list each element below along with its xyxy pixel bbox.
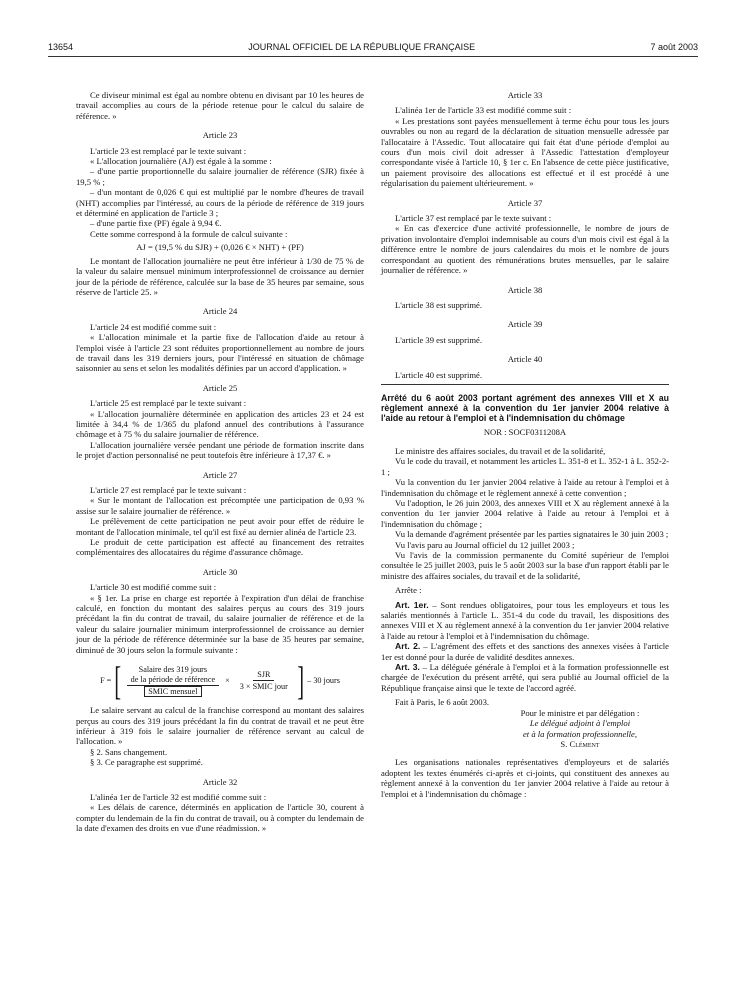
article-30-heading: Article 30 bbox=[202, 566, 238, 577]
article-38-heading: Article 38 bbox=[507, 284, 543, 295]
paragraph: Le salaire servant au calcul de la franchise correspond au montant des salaires perçus au cours des 319 jours précédant la fin du contrat de travail et ne peut être inférieur à 319 fois le salaire journalier de référence servant au calcul de l'allocation. » bbox=[76, 705, 364, 747]
article-23-heading: Article 23 bbox=[202, 130, 238, 141]
paragraph: « Les délais de carence, déterminés en application de l'article 30, courent à compter du lendemain de la fin du contrat de travail, ou à compter du lendemain de la date d'examen des droits en vue d'une réadmission. » bbox=[76, 802, 364, 834]
paragraph: « L'allocation minimale et la partie fixe de l'allocation d'aide au retour à l'emploi visée à l'article 23 sont réduites proportionnellement au nombre de jours de travail dans les 319 derniers jours, pour l'intéressé en situation de chômage saisonnier au sens et selon les modalités définies par un accord d'application. » bbox=[76, 332, 364, 374]
formula-sjr: SJR bbox=[253, 670, 274, 681]
paragraph: Les organisations nationales représentatives d'employeurs et de salariés adoptent les textes énumérés ci-après et ci-joints, qui constituent des annexes au règlement annexé à la convention du 1er janvier 2004 relative à l'aide au retour à l'emploi et à l'indemnisation du chômage : bbox=[381, 757, 669, 799]
article-1-text: – Sont rendues obligatoires, pour tous les employeurs et tous les salariés mentionnés à l'article L. 351-4 du code du travail, les dispositions des annexes VIII et X au règlement annexé à la convention du 1er janvier 2004 relative à l'aide au retour à l'emploi et à l'indemnisation du chômage. bbox=[381, 599, 669, 641]
aj-formula: AJ = (19,5 % du SJR) + (0,026 € × NHT) + (PF) bbox=[136, 242, 304, 253]
paragraph: L'alinéa 1er de l'article 33 est modifié comme suit : bbox=[395, 105, 572, 116]
list-item: – d'un montant de 0,026 € qui est multiplié par le nombre d'heures de travail (NHT) accomplies par l'intéressé, au cours de la période de référence de 319 jours et déterminé en application de l'article 3 ; bbox=[76, 187, 364, 219]
issue-date: 7 août 2003 bbox=[650, 42, 698, 52]
paragraph: L'article 23 est remplacé par le texte suivant : bbox=[90, 145, 247, 156]
intro-paragraph: Ce diviseur minimal est égal au nombre obtenu en divisant par 10 les heures de travail accomplies au cours de la période retenue pour le calcul du salaire de référence. » bbox=[76, 90, 364, 121]
article-3-label: Art. 3. bbox=[395, 662, 420, 673]
article-3-text: – La déléguée générale à l'emploi et à la formation professionnelle est chargée de l'exécution du présent arrêté, qui sera publié au Journal officiel de la République française ainsi que le texte de l'accord agréé. bbox=[381, 662, 670, 693]
formula-fraction-1 bbox=[127, 665, 220, 697]
paragraph: L'alinéa 1er de l'article 32 est modifié comme suit : bbox=[90, 791, 267, 802]
paragraph: § 2. Sans changement. bbox=[90, 746, 168, 757]
formula-denominator-2: 3 × SMIC jour bbox=[239, 682, 288, 692]
article-2-label: Art. 2. bbox=[395, 641, 421, 652]
nor-reference: NOR : SOCF0311208A bbox=[483, 426, 567, 437]
paragraph: L'article 37 est remplacé par le texte suivant : bbox=[395, 213, 552, 224]
article-37-heading: Article 37 bbox=[507, 197, 543, 208]
formula-lhs: F = bbox=[100, 675, 112, 685]
fait-line: Fait à Paris, le 6 août 2003. bbox=[395, 697, 490, 708]
article-1 bbox=[381, 600, 669, 642]
article-27-heading: Article 27 bbox=[202, 469, 238, 480]
article-3 bbox=[381, 662, 669, 693]
page-header bbox=[48, 42, 698, 52]
paragraph: Cette somme correspond à la formule de calcul suivante : bbox=[90, 228, 288, 239]
formula-numerator-line-2: de la période de référence bbox=[130, 675, 216, 685]
paragraph: « L'allocation journalière déterminée en application des articles 23 et 24 est limitée à 34,4 % de 1/365 du plafond annuel des contributions à l'assurance chômage et à 75 % du salaire journalier de référence. bbox=[76, 408, 364, 440]
paragraph: L'article 27 est remplacé par le texte suivant : bbox=[90, 485, 247, 495]
paragraph: Le produit de cette participation est affecté au financement des retraites complémentaires des allocataires du régime d'assurance chômage. bbox=[76, 537, 364, 558]
article-32-heading: Article 32 bbox=[202, 776, 238, 787]
right-column bbox=[381, 90, 669, 799]
journal-title: JOURNAL OFFICIEL DE LA RÉPUBLIQUE FRANÇAISE bbox=[248, 42, 476, 52]
paragraph: « Les prestations sont payées mensuellement à terme échu pour tous les jours ouvrables ou non au regard de la déclaration de situation mensuelle adressée par l'allocataire à l'Assedic. Tout allocataire qui fait état d'une période d'emploi au cours d'un mois civil doit adresser à l'Assedic l'attestation d'employeur correspondante visée à l'article 10, § 1er c. En l'absence de cette pièce justificative, un paiement provisoire des allocations est effectué et il est procédé à une régularisation du paiement ultérieurement. » bbox=[381, 115, 669, 189]
formula-denominator: SMIC mensuel bbox=[144, 686, 201, 697]
formula-times: × bbox=[225, 675, 230, 685]
article-2-text: – L'agrément des effets et des sanctions des annexes visées à l'article 1er est donné pour la durée de validité desdites annexes. bbox=[381, 641, 669, 662]
article-40-heading: Article 40 bbox=[507, 354, 543, 365]
paragraph: L'article 38 est supprimé. bbox=[395, 299, 482, 310]
paragraph: L'article 30 est modifié comme suit : bbox=[90, 582, 217, 593]
section-rule bbox=[381, 384, 669, 385]
header-rule bbox=[48, 56, 698, 57]
paragraph: L'article 40 est supprimé. bbox=[395, 369, 482, 380]
paragraph: « L'allocation journalière (AJ) est égale à la somme : bbox=[90, 156, 272, 167]
formula-fraction-2 bbox=[236, 670, 292, 692]
paragraph: « En cas d'exercice d'une activité professionnelle, le nombre de jours de privation involontaire d'emploi indemnisable au cours d'un mois civil est égal à la différence entre le nombre de jours calendaires du mois et le nombre de jours correspondant au quotient des rémunérations brutes mensuelles, par le salaire journalier de référence. » bbox=[381, 223, 669, 276]
article-2 bbox=[381, 641, 669, 662]
article-25-heading: Article 25 bbox=[202, 382, 238, 393]
bracket-open: [ bbox=[114, 658, 122, 704]
list-item: – d'une partie fixe (PF) égale à 9,94 €. bbox=[90, 218, 222, 229]
paragraph: L'article 39 est supprimé. bbox=[395, 334, 482, 345]
paragraph: Vu la convention du 1er janvier 2004 relative à l'aide au retour à l'emploi et à l'indemnisation du chômage et le règlement annexé à cette convention ; bbox=[381, 477, 669, 498]
franchise-formula bbox=[76, 658, 364, 704]
left-column bbox=[76, 90, 364, 834]
page-number: 13654 bbox=[48, 42, 74, 52]
paragraph: L'article 25 est remplacé par le texte suivant : bbox=[90, 398, 247, 409]
arrete-title: Arrêté du 6 août 2003 portant agrément des annexes VIII et X au règlement annexé à la convention du 1er janvier 2004 relative à l'aide au retour à l'emploi et à l'indemnisation du chômage bbox=[381, 392, 669, 424]
list-item: – d'une partie proportionnelle du salaire journalier de référence (SJR) fixée à 19,5 % ; bbox=[76, 166, 364, 187]
paragraph: Vu le code du travail, et notamment les articles L. 351-8 et L. 352-1 à L. 352-2-1 ; bbox=[381, 456, 669, 477]
signature-line-3: et à la formation professionnelle, bbox=[522, 728, 638, 739]
paragraph: Le ministre des affaires sociales, du travail et de la solidarité, bbox=[395, 445, 606, 456]
formula-numerator-line-1: Salaire des 319 jours bbox=[138, 665, 208, 675]
article-24-heading: Article 24 bbox=[202, 306, 238, 317]
signatory-name: S. Clément bbox=[560, 738, 600, 749]
article-1-label: Art. 1er. bbox=[395, 599, 429, 610]
paragraph: Le montant de l'allocation journalière ne peut être inférieur à 1/30 de 75 % de la valeur du salaire mensuel minimum interprofessionnel de croissance au dernier jour de la période de référence, calculée sur la base de 35 heures par semaine, sous réserve de l'article 25. » bbox=[76, 255, 364, 297]
signature-line-1: Pour le ministre et par délégation : bbox=[520, 707, 640, 718]
article-39-heading: Article 39 bbox=[507, 319, 543, 330]
article-33-heading: Article 33 bbox=[507, 90, 543, 100]
paragraph: L'allocation journalière versée pendant une période de formation inscrite dans le projet d'action personnalisé ne peut toutefois être inférieure à 17,37 €. » bbox=[76, 439, 364, 461]
paragraph: § 3. Ce paragraphe est supprimé. bbox=[90, 757, 203, 768]
paragraph: Le prélèvement de cette participation ne peut avoir pour effet de réduire le montant de l'allocation minimale, tel qu'il est fixé au dernier alinéa de l'article 23. bbox=[76, 516, 364, 537]
paragraph: « Sur le montant de l'allocation est précomptée une participation de 0,93 % assise sur le salaire journalier de référence. » bbox=[76, 495, 364, 516]
paragraph: « § 1er. La prise en charge est reportée à l'expiration d'un délai de franchise calculé, en fonction du montant des salaires perçus au cours des 319 jours précédant la fin du contrat de travail, du salaire journalier de référence et de la valeur du salaire journalier minimum interprofessionnel de croissance au dernier jour de la période de référence déterminée sur la base de 35 heures par semaine, diminué de 30 jours selon la formule suivante : bbox=[76, 592, 364, 655]
arrete-word: Arrête : bbox=[395, 585, 422, 596]
paragraph: Vu la demande d'agrément présentée par les parties signataires le 30 juin 2003 ; bbox=[395, 529, 669, 540]
paragraph: Vu l'adoption, le 26 juin 2003, des annexes VIII et X au règlement annexé à la convention du 1er janvier 2004 relative à l'aide au retour à l'emploi et à l'indemnisation du chômage ; bbox=[381, 497, 669, 529]
paragraph: L'article 24 est modifié comme suit : bbox=[90, 321, 217, 332]
paragraph: Vu l'avis paru au Journal officiel du 12 juillet 2003 ; bbox=[395, 539, 575, 550]
bracket-close: ] bbox=[297, 658, 304, 704]
paragraph: Vu l'avis de la commission permanente du Comité supérieur de l'emploi consultée le 25 juillet 2003, puis le 5 août 2003 sur la base d'un rapport établi par le ministre des affaires sociales, du travail et de la solidarité, bbox=[381, 550, 669, 581]
formula-minus: – 30 jours bbox=[307, 675, 340, 685]
signature-line-2: Le délégué adjoint à l'emploi bbox=[529, 718, 631, 729]
